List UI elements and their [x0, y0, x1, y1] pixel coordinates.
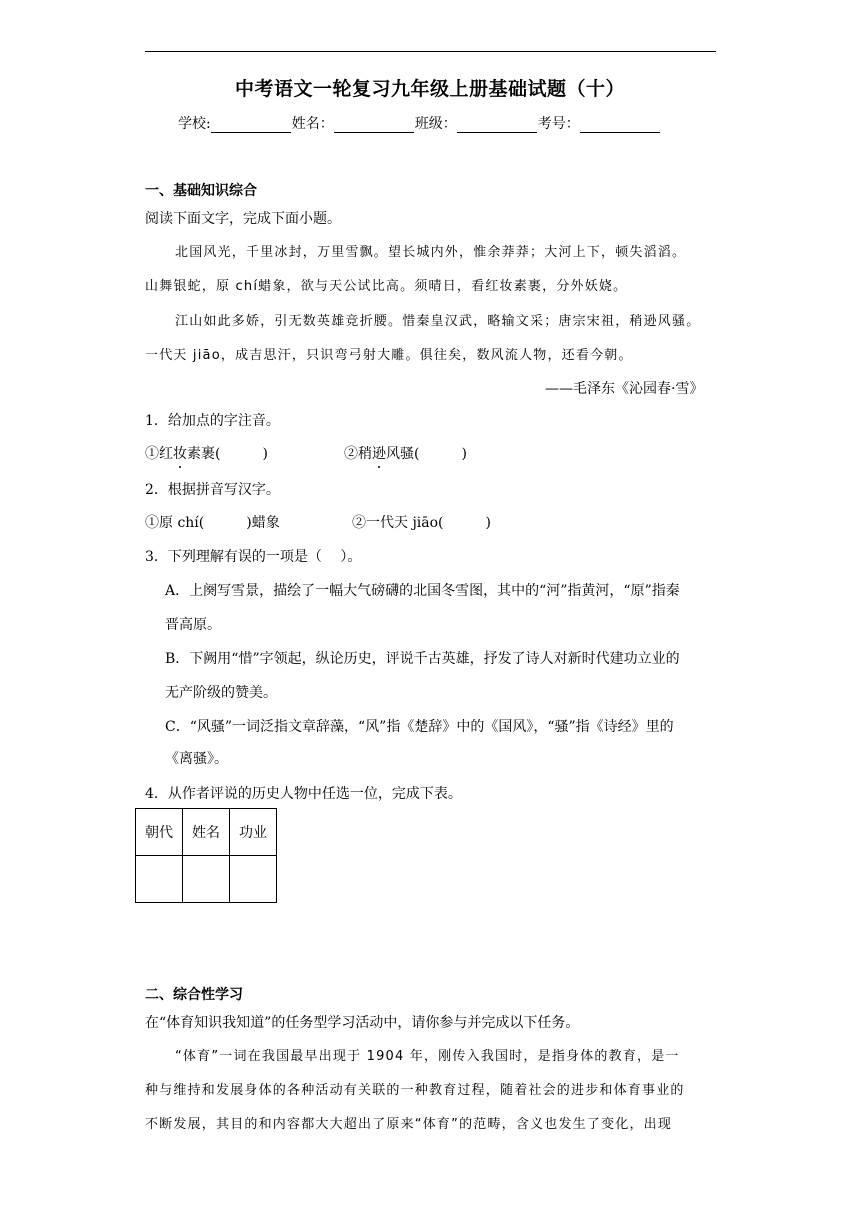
- q2-item-a: [145, 512, 280, 532]
- q3-option-b-line1: B．下阙用“惜”字领起，纵论历史，评说千古英雄，抒发了诗人对新时代建功立业的: [165, 651, 680, 667]
- section2-paragraph-line-2: 种与维持和发展身体的各种活动有关联的一种教育过程，随着社会的进步和体育事业的: [145, 1083, 685, 1098]
- class-label: 班级：: [414, 116, 457, 132]
- section1-intro: 阅读下面文字，完成下面小题。: [145, 211, 341, 227]
- exam-number-label: 考号：: [537, 116, 580, 132]
- section1-heading: 一、基础知识综合: [145, 183, 257, 199]
- q3-option-a-line1: A．上阕写雪景，描绘了一幅大气磅礴的北国冬雪图，其中的“河”指黄河，“原”指秦: [165, 583, 680, 599]
- q4-header-achievement: 功业: [230, 809, 277, 856]
- q4-header-dynasty: 朝代: [136, 809, 183, 856]
- q2-a-close: )蜡象: [246, 515, 280, 531]
- q1-a-prefix: ①红: [145, 446, 173, 462]
- name-blank[interactable]: [334, 118, 414, 133]
- school-blank[interactable]: [211, 118, 291, 133]
- q4-answer-name-cell[interactable]: [183, 856, 230, 903]
- section2-paragraph-line-1: “体育”一词在我国最早出现于 1904 年，刚传入我国时，是指身体的教育，是一: [175, 1049, 680, 1064]
- q4-stem: 4．从作者评说的历史人物中任选一位，完成下表。: [145, 786, 462, 802]
- name-label: 姓名：: [291, 116, 334, 132]
- q1-a-close: ): [262, 446, 268, 462]
- q3-option-c-line1: C．“风骚”一词泛指文章辞藻，“风”指《楚辞》中的《国风》，“骚”指《诗经》里的: [165, 719, 674, 735]
- q1-item-a: [145, 443, 268, 463]
- poem-line-2: 山舞银蛇，原 chí蜡象，欲与天公试比高。须晴日，看红妆素裹，分外妖娆。: [145, 279, 628, 294]
- section2-intro: 在“体育知识我知道”的任务型学习活动中，请你参与并完成以下任务。: [145, 1015, 580, 1031]
- q2-item-b: [352, 512, 491, 532]
- class-blank[interactable]: [457, 118, 537, 133]
- poem-line-4: 一代天 jiāo，成吉思汗，只识弯弓射大雕。俱往矣，数风流人物，还看今朝。: [145, 348, 633, 363]
- school-label: 学校:: [178, 116, 211, 132]
- page-title: 中考语文一轮复习九年级上册基础试题（十）: [234, 78, 625, 100]
- q1-b-dotted-char: 逊: [372, 446, 386, 462]
- student-info-line: [178, 113, 661, 133]
- q3-stem: 3．下列理解有误的一项是（ ）。: [145, 549, 362, 565]
- section2-heading: 二、综合性学习: [145, 987, 243, 1003]
- q3-option-a-line2: 晋高原。: [165, 617, 221, 633]
- poem-source: ——毛泽东《沁园春·雪》: [545, 381, 704, 397]
- q4-answer-dynasty-cell[interactable]: [136, 856, 183, 903]
- q2-stem: 2．根据拼音写汉字。: [145, 482, 280, 498]
- q1-a-suffix: 素裹(: [187, 446, 221, 462]
- q1-b-prefix: ②稍: [344, 446, 372, 462]
- q1-b-suffix: 风骚(: [386, 446, 420, 462]
- q4-answer-achievement-cell[interactable]: [230, 856, 277, 903]
- q3-option-c-line2: 《离骚》。: [165, 751, 228, 767]
- q3-option-b-line2: 无产阶级的赞美。: [165, 685, 277, 701]
- q1-a-dotted-char: 妆: [173, 446, 187, 462]
- poem-line-3: 江山如此多娇，引无数英雄竞折腰。惜秦皇汉武，略输文采；唐宗宋祖，稍逊风骚。: [175, 314, 701, 329]
- poem-line-1: 北国风光，千里冰封，万里雪飘。望长城内外，惟余莽莽；大河上下，顿失滔滔。: [175, 245, 687, 260]
- q1-stem: 1．给加点的字注音。: [145, 413, 280, 429]
- q4-table: [135, 808, 277, 903]
- exam-number-blank[interactable]: [580, 118, 660, 133]
- q2-b-close: ): [485, 515, 491, 531]
- q4-header-name: 姓名: [183, 809, 230, 856]
- q4-table-answer-row: [136, 856, 277, 903]
- q1-item-b: [344, 443, 467, 463]
- section2-paragraph-line-3: 不断发展，其目的和内容都大大超出了原来“体育”的范畴，含义也发生了变化，出现: [145, 1117, 673, 1132]
- q1-b-close: ): [461, 446, 467, 462]
- q2-b-open: ②一代天 jiāo(: [352, 515, 444, 531]
- header-rule: [145, 51, 716, 52]
- q2-a-open: ①原 chí(: [145, 515, 205, 531]
- q4-table-header-row: [136, 809, 277, 856]
